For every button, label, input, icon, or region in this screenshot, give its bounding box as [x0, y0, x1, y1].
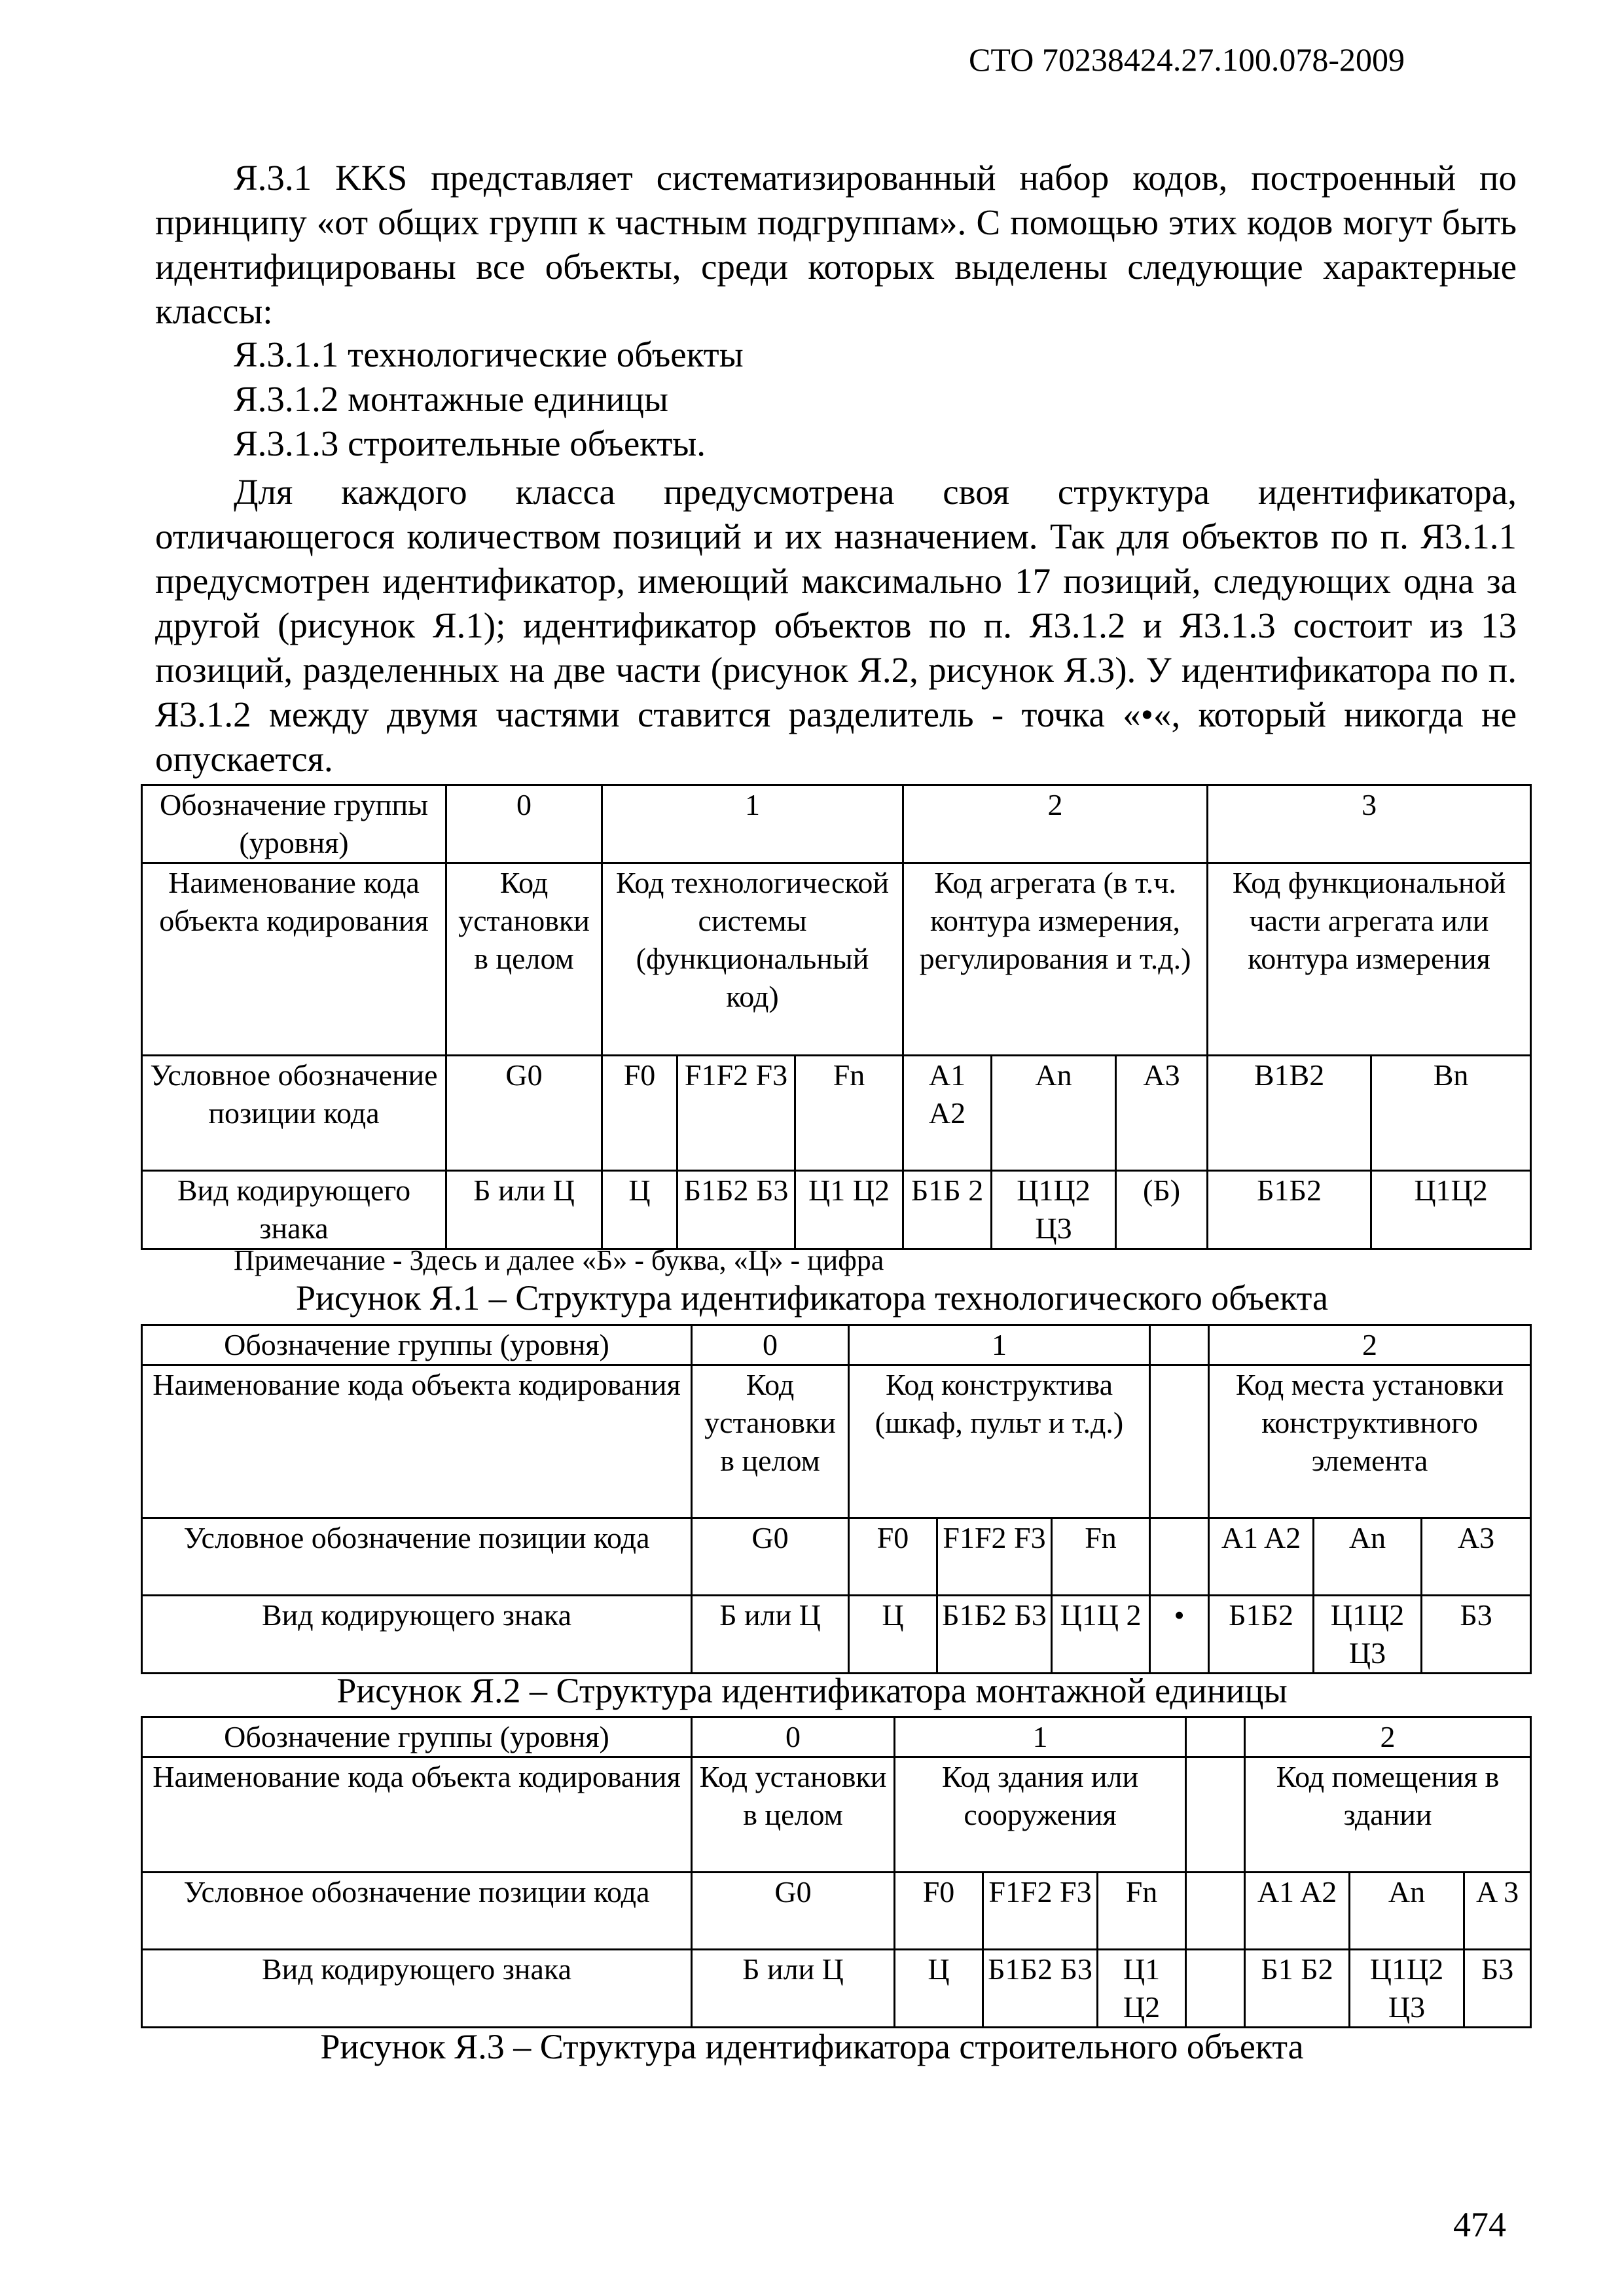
sign-type-cell: Б или Ц — [692, 1596, 849, 1674]
position-cell: F0 — [602, 1056, 677, 1171]
position-cell: F1F2 F3 — [983, 1873, 1098, 1950]
sign-type-cell: Б1Б2 Б3 — [937, 1596, 1052, 1674]
row-label: Обозначение группы (уровня) — [142, 1325, 692, 1365]
group-level-1: 1 — [895, 1717, 1186, 1757]
row-label: Наименование кода объекта кодирования — [142, 863, 446, 1056]
sign-type-cell: Ц1Ц2 Ц3 — [992, 1171, 1116, 1249]
table-row — [142, 1518, 1531, 1596]
list-item: Я.3.1.2 монтажные единицы — [234, 379, 668, 419]
sign-type-cell: Ц — [895, 1950, 983, 2028]
separator-column — [1186, 1950, 1245, 2028]
position-cell: A3 — [1422, 1518, 1531, 1596]
document-number: СТО 70238424.27.100.078-2009 — [969, 41, 1405, 78]
list-item: Я.3.1.1 технологические объекты — [234, 334, 744, 374]
code-name-cell: Код установки в целом — [692, 1365, 849, 1518]
table-row — [142, 1171, 1531, 1249]
sign-type-cell: Ц1Ц2 — [1371, 1171, 1531, 1249]
position-cell: F0 — [849, 1518, 937, 1596]
sign-type-cell: Б1Б2 — [1209, 1596, 1314, 1674]
group-level-0: 0 — [446, 785, 602, 863]
sign-type-cell: Ц — [602, 1171, 677, 1249]
sign-type-cell: Б1Б 2 — [903, 1171, 992, 1249]
position-cell: F0 — [895, 1873, 983, 1950]
position-cell: G0 — [692, 1873, 895, 1950]
separator-column — [1150, 1365, 1209, 1518]
table-row — [142, 1325, 1531, 1365]
row-label: Условное обозначение позиции кода — [142, 1056, 446, 1171]
separator-column — [1186, 1757, 1245, 1873]
table-row — [142, 1717, 1531, 1757]
table-row — [142, 785, 1531, 863]
table-assembly-unit — [141, 1324, 1532, 1674]
row-label: Наименование кода объекта кодирования — [142, 1757, 692, 1873]
sign-type-cell: Б3 — [1422, 1596, 1531, 1674]
row-label: Вид кодирующего знака — [142, 1171, 446, 1249]
sign-type-cell: Ц1Ц2 Ц3 — [1350, 1950, 1464, 2028]
code-name-cell: Код агрегата (в т.ч. контура измерения, регулирования и т.д.) — [903, 863, 1208, 1056]
figure-caption: Рисунок Я.3 – Структура идентификатора строительного объекта — [320, 2027, 1304, 2066]
position-cell: A3 — [1116, 1056, 1208, 1171]
position-cell: F1F2 F3 — [677, 1056, 795, 1171]
paragraph-identifier-structure: Для каждого класса предусмотрена своя структура идентификатора, отличающегося количеством позиций и их назначением. Так для объектов по п. Я3.1.1 предусмотрен идентификатор, имеющий максимально 17 позиций, следующих одна за другой (рисунок Я.1); идентификатор объектов по п. Я3.1.2 и Я3.1.3 состоит из 13 позиций, разделенных на две части (рисунок Я.2, рисунок Я.3). У идентификатора по п. Я3.1.2 между двумя частями ставится разделитель - точка «•«, который никогда не опускается. — [155, 472, 1517, 779]
separator-column — [1186, 1873, 1245, 1950]
table-technological-object — [141, 784, 1532, 1250]
list-item: Я.3.1.3 строительные объекты. — [234, 423, 706, 463]
position-cell: An — [1350, 1873, 1464, 1950]
row-label: Наименование кода объекта кодирования — [142, 1365, 692, 1518]
table-row — [142, 1873, 1531, 1950]
group-level-1: 1 — [849, 1325, 1150, 1365]
sign-type-cell: (Б) — [1116, 1171, 1208, 1249]
code-name-cell: Код установки в целом — [446, 863, 602, 1056]
table-building-object — [141, 1716, 1532, 2028]
sign-type-cell: Ц1Ц2 Ц3 — [1314, 1596, 1422, 1674]
table-row — [142, 1056, 1531, 1171]
sign-type-cell: Б3 — [1464, 1950, 1531, 2028]
code-name-cell: Код технологической системы (функциональный код) — [602, 863, 903, 1056]
group-level-2: 2 — [1209, 1325, 1531, 1365]
row-label: Вид кодирующего знака — [142, 1950, 692, 2028]
position-cell: An — [992, 1056, 1116, 1171]
code-name-cell: Код помещения в здании — [1245, 1757, 1531, 1873]
row-label: Условное обозначение позиции кода — [142, 1518, 692, 1596]
position-cell: Fn — [1052, 1518, 1150, 1596]
position-cell: A 3 — [1464, 1873, 1531, 1950]
page-number: 474 — [1453, 2205, 1506, 2244]
position-cell: A1 A2 — [1245, 1873, 1350, 1950]
sign-type-cell: Б1Б2 — [1208, 1171, 1371, 1249]
table-row — [142, 1950, 1531, 2028]
code-name-cell: Код здания или сооружения — [895, 1757, 1186, 1873]
table-row — [142, 1365, 1531, 1518]
sign-type-cell: Ц1 Ц2 — [795, 1171, 903, 1249]
position-cell: Fn — [1098, 1873, 1186, 1950]
position-cell: Fn — [795, 1056, 903, 1171]
figure-caption: Рисунок Я.1 – Структура идентификатора технологического объекта — [295, 1278, 1329, 1318]
position-cell: Bn — [1371, 1056, 1531, 1171]
code-name-cell: Код установки в целом — [692, 1757, 895, 1873]
position-cell: G0 — [692, 1518, 849, 1596]
position-cell: A1 A2 — [1209, 1518, 1314, 1596]
sign-type-cell: Б или Ц — [692, 1950, 895, 2028]
table-row — [142, 863, 1531, 1056]
group-level-1: 1 — [602, 785, 903, 863]
group-level-2: 2 — [903, 785, 1208, 863]
sign-type-cell: Б1Б2 Б3 — [983, 1950, 1098, 2028]
separator-dot: • — [1150, 1596, 1209, 1674]
separator-column — [1186, 1717, 1245, 1757]
sign-type-cell: Б1Б2 Б3 — [677, 1171, 795, 1249]
row-label: Обозначение группы (уровня) — [142, 1717, 692, 1757]
table-note: Примечание - Здесь и далее «Б» - буква, «Ц» - цифра — [234, 1244, 884, 1276]
figure-caption: Рисунок Я.2 – Структура идентификатора монтажной единицы — [336, 1671, 1288, 1710]
row-label: Обозначение группы (уровня) — [142, 785, 446, 863]
table-row — [142, 1596, 1531, 1674]
paragraph-kks-intro: Я.3.1 KKS представляет систематизированный набор кодов, построенный по принципу «от общих групп к частным подгруппам». С помощью этих кодов могут быть идентифицированы все объекты, среди которых выделены следующие характерные классы: — [155, 158, 1517, 331]
sign-type-cell: Ц1Ц 2 — [1052, 1596, 1150, 1674]
position-cell: A1 A2 — [903, 1056, 992, 1171]
row-label: Вид кодирующего знака — [142, 1596, 692, 1674]
position-cell: F1F2 F3 — [937, 1518, 1052, 1596]
separator-column — [1150, 1325, 1209, 1365]
group-level-0: 0 — [692, 1717, 895, 1757]
code-name-cell: Код места установки конструктивного элемента — [1209, 1365, 1531, 1518]
position-cell: B1B2 — [1208, 1056, 1371, 1171]
table-row — [142, 1757, 1531, 1873]
sign-type-cell: Б1 Б2 — [1245, 1950, 1350, 2028]
group-level-0: 0 — [692, 1325, 849, 1365]
sign-type-cell: Б или Ц — [446, 1171, 602, 1249]
group-level-2: 2 — [1245, 1717, 1531, 1757]
group-level-3: 3 — [1208, 785, 1531, 863]
row-label: Условное обозначение позиции кода — [142, 1873, 692, 1950]
sign-type-cell: Ц — [849, 1596, 937, 1674]
position-cell: G0 — [446, 1056, 602, 1171]
code-name-cell: Код функциональной части агрегата или контура измерения — [1208, 863, 1531, 1056]
sign-type-cell: Ц1 Ц2 — [1098, 1950, 1186, 2028]
code-name-cell: Код конструктива (шкаф, пульт и т.д.) — [849, 1365, 1150, 1518]
separator-column — [1150, 1518, 1209, 1596]
position-cell: An — [1314, 1518, 1422, 1596]
